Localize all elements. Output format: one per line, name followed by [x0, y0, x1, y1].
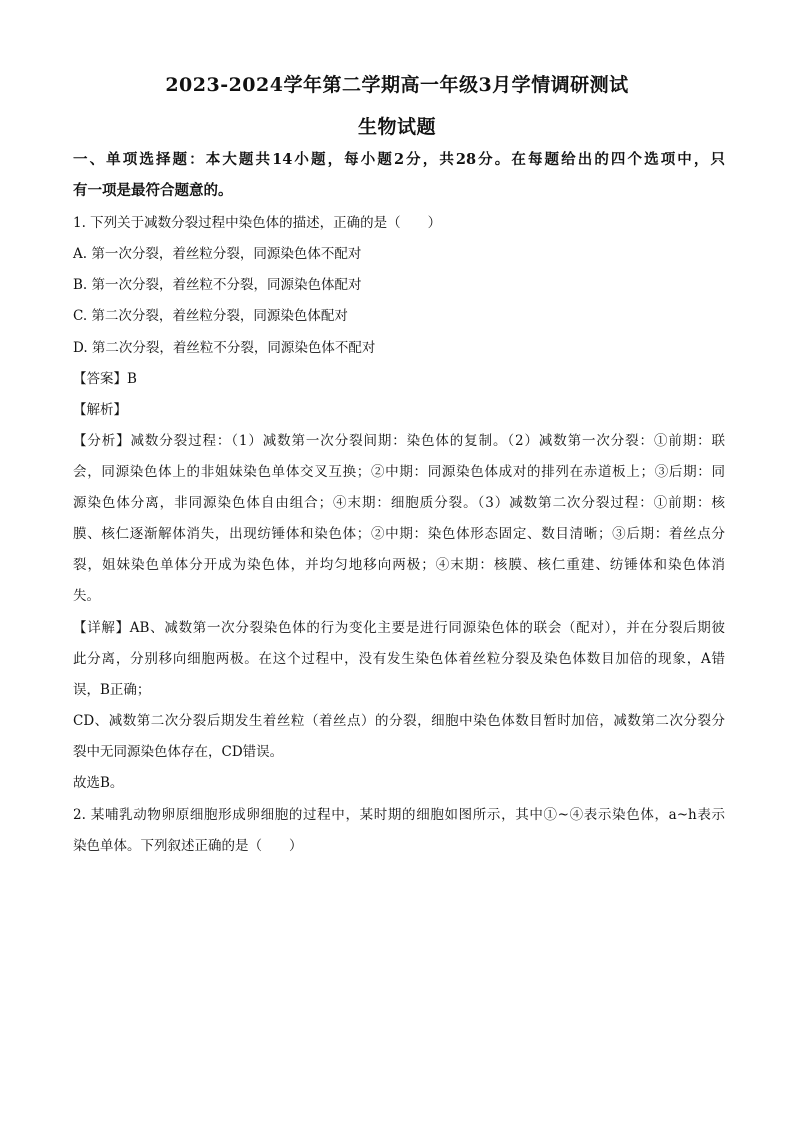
detail-line: 故选B。 [73, 775, 124, 791]
question-1-option-a: A. 第一次分裂，着丝粒分裂，同源染色体不配对 [73, 246, 362, 262]
question-2-stem-line-2: 染色单体。下列叙述正确的是（ ） [73, 838, 303, 854]
question-1-option-d: D. 第二次分裂，着丝粒不分裂，同源染色体不配对 [73, 340, 376, 356]
analysis-line: 源染色体分离，非同源染色体自由组合；④末期：细胞质分裂。（3）减数第二次分裂过程：①前期：核 [73, 495, 725, 511]
question-1-option-c: C. 第二次分裂，着丝粒分裂，同源染色体配对 [73, 308, 348, 324]
analysis-line: 膜、核仁逐渐解体消失，出现纺锤体和染色体；②中期：染色体形态固定、数目清晰；③后期：着丝点分 [73, 526, 725, 542]
detail-line: CD、减数第二次分裂后期发生着丝粒（着丝点）的分裂，细胞中染色体数目暂时加倍，减数第二次分裂分 [73, 713, 725, 729]
question-1-option-b: B. 第一次分裂，着丝粒不分裂，同源染色体配对 [73, 277, 362, 293]
question-1-answer: 【答案】B [73, 371, 137, 387]
section-heading-line-1: 一、单项选择题：本大题共14小题，每小题2分，共28分。在每题给出的四个选项中，只 [73, 151, 725, 168]
exam-title: 2023-2024学年第二学期高一年级3月学情调研测试 [165, 74, 629, 96]
detail-line: 裂中无同源染色体存在，CD错误。 [73, 744, 284, 760]
question-2-stem-line-1: 2. 某哺乳动物卵原细胞形成卵细胞的过程中，某时期的细胞如图所示，其中①~④表示染色体，a~h表示 [73, 807, 725, 823]
detail-line: 此分离，分别移向细胞两极。在这个过程中，没有发生染色体着丝粒分裂及染色体数目加倍的现象，A错 [73, 651, 725, 667]
question-1-analysis-label: 【解析】 [73, 402, 127, 418]
analysis-line: 失。 [73, 588, 100, 604]
analysis-line: 【分析】减数分裂过程：（1）减数第一次分裂间期：染色体的复制。（2）减数第一次分裂：①前期：联 [73, 433, 725, 449]
detail-line: 误，B正确； [73, 682, 151, 698]
analysis-line: 会，同源染色体上的非姐妹染色单体交叉互换；②中期：同源染色体成对的排列在赤道板上；③后期：同 [73, 464, 725, 480]
subject-title: 生物试题 [357, 116, 436, 138]
detail-line: 【详解】AB、减数第一次分裂染色体的行为变化主要是进行同源染色体的联会（配对），并在分裂后期彼 [73, 620, 725, 636]
section-heading-line-2: 有一项是最符合题意的。 [73, 182, 233, 199]
analysis-line: 裂，姐妹染色单体分开成为染色体，并均匀地移向两极；④末期：核膜、核仁重建、纺锤体和染色体消 [73, 557, 725, 573]
question-1-stem: 1. 下列关于减数分裂过程中染色体的描述，正确的是（ ） [73, 215, 442, 231]
